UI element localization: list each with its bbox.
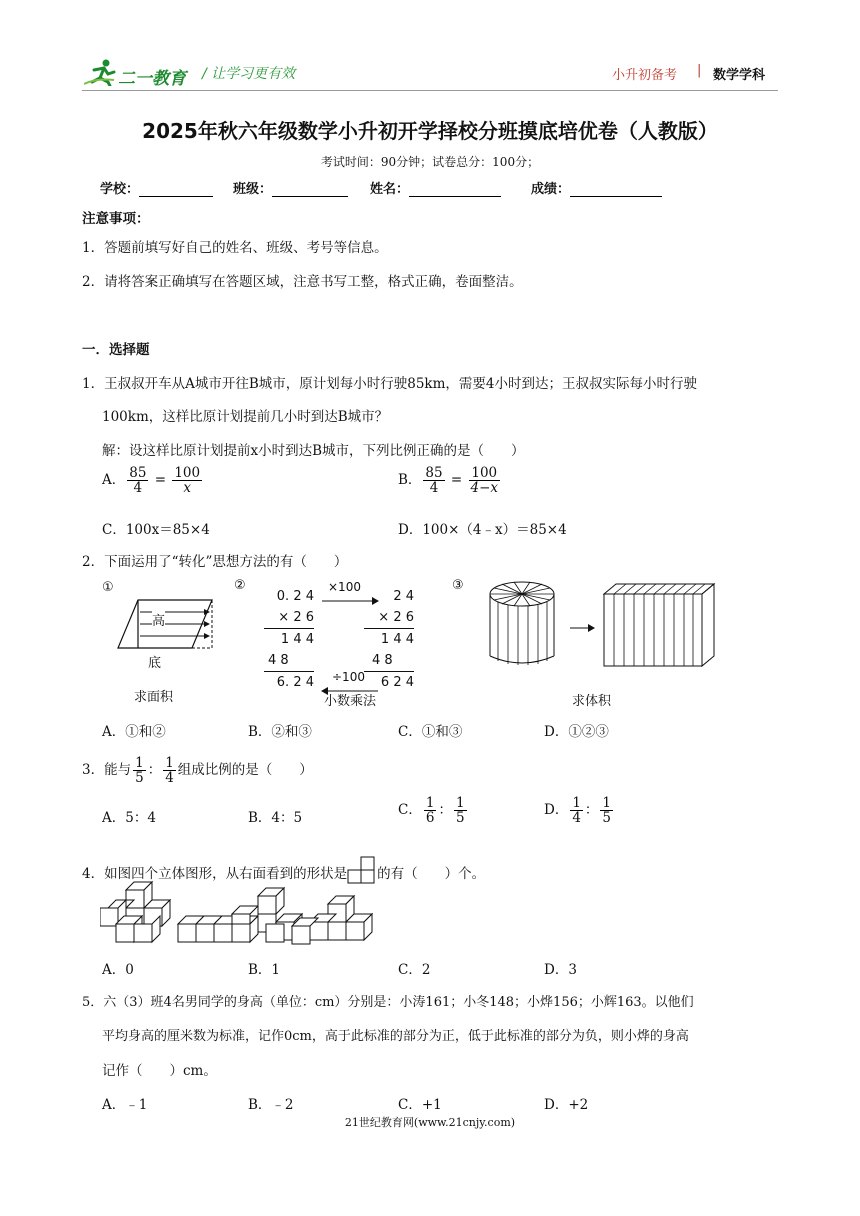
q1-option-b[interactable]: B． $\frac{85}{4}$ = $\frac{100}{4-x}$ — [398, 465, 499, 497]
logo-text: 二一教育 — [118, 69, 186, 89]
q3-stem: 3．能与 $\frac{1}{5}$ ： $\frac{1}{4}$ 组成比例的是（ ） — [82, 755, 313, 787]
q2-stem: 2．下面运用了“转化”思想方法的有（ ） — [82, 554, 348, 570]
q4-option-b[interactable]: B．1 — [248, 962, 281, 978]
page-footer: 21世纪教育网(www.21cnjy.com) — [344, 1116, 516, 1129]
q5-option-b[interactable]: B．﹣2 — [248, 1097, 294, 1113]
q4-stem: 4．如图四个立体图形，从右面看到的形状是 的有（ ）个。 — [82, 856, 485, 884]
fig2-number: ② — [234, 578, 246, 593]
q3-option-a[interactable]: A．5：4 — [102, 810, 156, 826]
note-2: 2．请将答案正确填写在答题区域，注意书写工整，格式正确，卷面整洁。 — [82, 274, 523, 290]
name-field — [370, 178, 501, 197]
name-blank[interactable] — [409, 182, 501, 197]
school-field — [100, 178, 213, 197]
q2-figure-cylinder — [452, 578, 732, 710]
q3-option-d[interactable]: D． $\frac{1}{4}$ ： $\frac{1}{5}$ — [544, 795, 612, 827]
section-heading: 一．选择题 — [82, 342, 150, 358]
fig3-caption: 求体积 — [572, 694, 612, 709]
school-label: 学校： — [100, 182, 140, 197]
header-subject: 数学学科 — [713, 68, 766, 83]
fig2-top-arrow-label: ×100 — [328, 580, 361, 594]
fig1-number: ① — [102, 580, 114, 595]
class-blank[interactable] — [272, 182, 348, 197]
exam-info: 考试时间：90分钟；试卷总分：100分； — [320, 155, 540, 169]
header-category: 小升初备考 — [612, 68, 678, 83]
q2-option-b[interactable]: B．②和③ — [248, 724, 312, 740]
score-blank[interactable] — [570, 182, 662, 197]
q1-option-d[interactable]: D．100×（4﹣x）＝85×4 — [398, 522, 567, 538]
q4-option-d[interactable]: D．3 — [544, 962, 577, 978]
q1-option-c[interactable]: C．100x＝85×4 — [102, 522, 210, 538]
q4-option-a[interactable]: A．0 — [102, 962, 134, 978]
q2-figure-multiplication — [234, 578, 444, 710]
q5-line2: 平均身高的厘米数为标准，记作0cm，高于此标准的部分为正，低于此标准的部分为负，则小烨的身高 — [102, 1029, 689, 1044]
note-1: 1．答题前填写好自己的姓名、班级、考号等信息。 — [82, 240, 388, 256]
fig1-base-label: 底 — [148, 656, 162, 671]
fig2-bottom-arrow-label: ÷100 — [332, 670, 365, 684]
q5-line3: 记作（ ）cm。 — [102, 1063, 217, 1079]
q5-line1: 5．六（3）班4名男同学的身高（单位：cm）分别是：小涛161；小冬148；小烨156；小辉163。以他们 — [82, 995, 694, 1010]
logo — [84, 58, 194, 88]
q5-option-d[interactable]: D．+2 — [544, 1097, 589, 1113]
header-divider — [82, 90, 778, 91]
q2-option-a[interactable]: A．①和② — [102, 724, 166, 740]
q1-line1: 1．王叔叔开车从A城市开往B城市，原计划每小时行驶85km，需要4小时到达；王叔叔实际每小时行驶 — [82, 376, 698, 392]
name-label: 姓名： — [370, 182, 410, 197]
school-blank[interactable] — [139, 182, 213, 197]
q1-line2: 100km，这样比原计划提前几小时到达B城市？ — [102, 409, 389, 425]
q5-option-a[interactable]: A．﹣1 — [102, 1097, 148, 1113]
q2-option-d[interactable]: D．①②③ — [544, 724, 609, 740]
fig2-left-calc: 0. 2 4 × 2 6 1 4 4 4 8 6. 2 4 — [264, 586, 314, 693]
fig2-caption: 小数乘法 — [324, 694, 377, 709]
notes-heading: 注意事项： — [82, 211, 150, 227]
cylinder-cuboid-diagram — [452, 578, 732, 678]
q5-option-c[interactable]: C．+1 — [398, 1097, 442, 1113]
score-label: 成绩： — [531, 182, 571, 197]
fig2-right-calc: 2 4 × 2 6 1 4 4 4 8 6 2 4 — [364, 586, 414, 693]
q2-figure-parallelogram — [100, 578, 220, 708]
right-arrow-icon — [320, 596, 380, 606]
class-field — [233, 178, 348, 197]
q4-cube-figures — [100, 878, 385, 948]
q2-option-c[interactable]: C．①和③ — [398, 724, 463, 740]
runner-logo-icon — [84, 58, 118, 86]
q3-option-b[interactable]: B．4：5 — [248, 810, 303, 826]
score-field — [531, 178, 662, 197]
page-title: 2025年秋六年级数学小升初开学择校分班摸底培优卷（人教版） — [142, 119, 718, 143]
q4-option-c[interactable]: C．2 — [398, 962, 431, 978]
q3-option-c[interactable]: C． $\frac{1}{6}$ ： $\frac{1}{5}$ — [398, 795, 465, 827]
class-label: 班级： — [233, 182, 273, 197]
header-separator: | — [697, 63, 702, 78]
q1-line3: 解：设这样比原计划提前x小时到达B城市，下列比例正确的是（ ） — [102, 443, 525, 459]
fig1-caption: 求面积 — [134, 690, 174, 705]
slogan: / 让学习更有效 — [202, 66, 296, 82]
fig1-height-label: 高 — [152, 610, 165, 629]
fig3-number: ③ — [452, 578, 464, 593]
q1-option-a[interactable]: A． $\frac{85}{4}$ = $\frac{100}{x}$ — [102, 465, 201, 497]
